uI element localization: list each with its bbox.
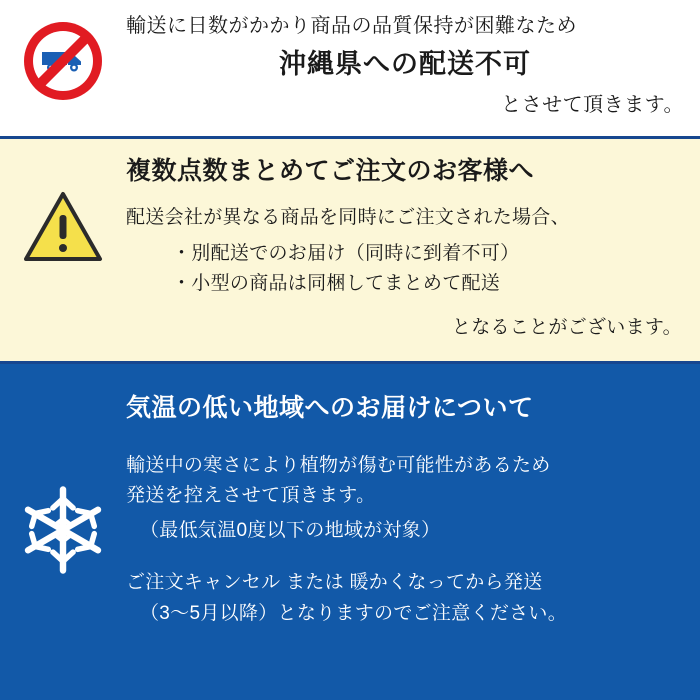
cold-region-note: （最低気温0度以下の地域が対象）	[140, 520, 441, 542]
cold-region-paragraph-1-line-1: 輸送中の寒さにより植物が傷む可能性があるため	[126, 454, 551, 476]
list-item: ・小型の商品は同梱してまとめて配送	[172, 273, 501, 295]
okinawa-reason-text: 輸送に日数がかかり商品の品質保持が困難なため	[126, 15, 577, 37]
snowflake-icon	[17, 484, 109, 576]
cold-region-paragraph-1-line-2: 発送を控えさせて頂きます。	[126, 484, 376, 506]
cold-region-paragraph-2	[126, 568, 682, 629]
okinawa-icon-container	[0, 0, 126, 100]
section-cold-region	[0, 364, 700, 700]
cold-region-paragraph-1	[126, 451, 682, 512]
multiple-orders-subtitle: 配送会社が異なる商品を同時にご注文された場合、	[126, 206, 570, 228]
multiple-orders-bullet-list	[126, 239, 682, 301]
multiple-orders-footer: となることがございます。	[451, 317, 682, 339]
cold-region-paragraph-2-line-2: （3〜5月以降）となりますのでご注意ください。	[140, 602, 568, 624]
warning-icon-container	[0, 139, 126, 263]
list-item: ・別配送でのお届け（同時に到着不可）	[172, 242, 520, 264]
section-multiple-orders	[0, 139, 700, 361]
cold-region-paragraph-2-line-1: ご注文キャンセル または 暖かくなってから発送	[126, 572, 543, 594]
snowflake-icon-container	[0, 364, 126, 576]
okinawa-text-block	[126, 0, 700, 117]
warning-triangle-icon	[23, 191, 103, 263]
okinawa-headline: 沖縄県への配送不可	[279, 49, 531, 79]
cold-region-text-block	[126, 364, 700, 629]
multiple-orders-title: 複数点数まとめてご注文のお客様へ	[126, 157, 535, 185]
no-truck-icon	[24, 22, 102, 100]
okinawa-closing-text: とさせて頂きます。	[501, 94, 684, 117]
section-okinawa	[0, 0, 700, 136]
cold-region-title: 気温の低い地域へのお届けについて	[126, 394, 534, 422]
multiple-orders-text-block	[126, 139, 700, 339]
